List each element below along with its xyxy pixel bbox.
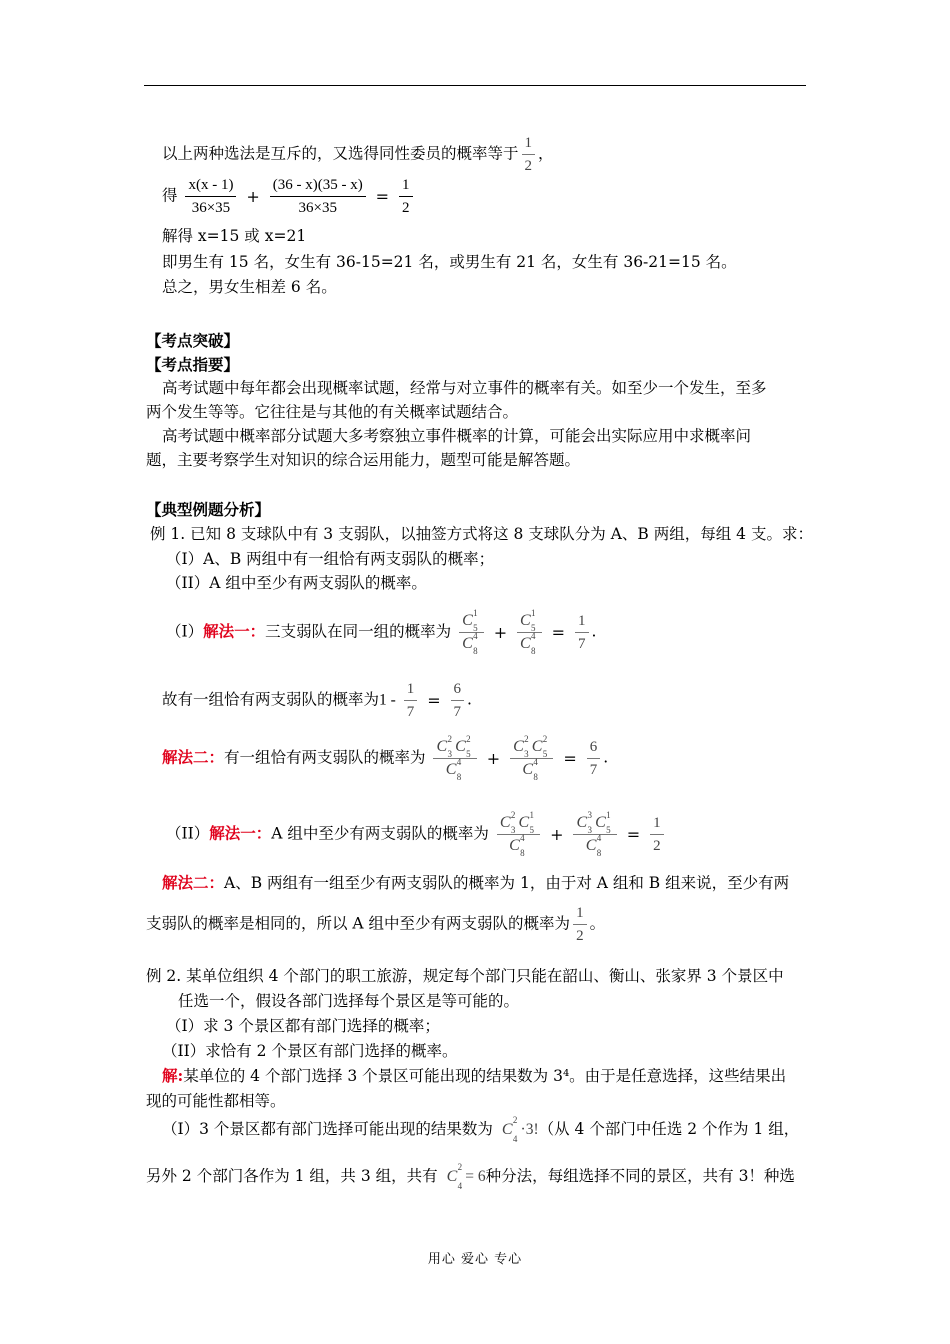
ex1-sol1-method1: （I）解法一：三支弱队在同一组的概率为 C 1 5 C 4 8 + C 1 5 C 4 8 = $\frac{1}{7}$ .: [166, 608, 597, 656]
example2-stem-line1: 例 2. 某单位组织 4 个部门的职工旅游，规定每个部门只能在韶山、衡山、张家界 3 个景区中: [146, 967, 784, 985]
result-line: 即男生有 15 名，女生有 36-15=21 名，或男生有 21 名，女生有 36-21=15 名。: [162, 253, 737, 271]
example2-solution-line1: 解:某单位的 4 个部门选择 3 个景区可能出现的结果数为 3⁴。由于是任意选择，这些结果出: [162, 1066, 787, 1085]
fraction-c32c52-c84-a: C 2 3 C 2 5 C 4 8: [433, 738, 476, 779]
example2-part1-line1: （I）3 个景区都有部门选择可能出现的结果数为 C 2 4 ·3!（从 4 个部门中任选 2 个作为 1 组，: [162, 1115, 800, 1144]
summary-line: 总之，男女生相差 6 名。: [162, 278, 337, 296]
example2-stem-line2: 任选一个，假设各部门选择每个景区是等可能的。: [178, 992, 520, 1010]
para-exclusive: 以上两种选法是互斥的，又选得同性委员的概率等于 $\frac{1}{2}$ ，: [162, 135, 554, 174]
method-label: 解法二：: [162, 747, 225, 767]
fraction-c51-c84-a: C 1 5 C 4 8: [459, 612, 484, 653]
para2-line2: 题，主要考察学生对知识的综合运用能力，题型可能是解答题。: [146, 451, 581, 469]
para1-line1: 高考试题中每年都会出现概率试题，经常与对立事件的概率有关。如至少一个发生，至多: [162, 379, 767, 397]
fraction-c33c51-c84: C 3 3 C 1 5 C 4 8: [573, 814, 616, 855]
fraction-half-b: $\frac{1}{2}$: [573, 904, 587, 945]
example2-q1: （I）求 3 个景区都有部门选择的概率；: [166, 1017, 440, 1035]
fraction-c32c51-c84: C 2 3 C 1 5 C 4 8: [497, 814, 540, 855]
section-title-examples: 【典型例题分析】: [146, 500, 271, 519]
fraction-middle: $\frac{(36 - x)(35 - x)}{36\times 35}$: [270, 176, 366, 217]
method-label: 解法一：: [203, 621, 266, 641]
solution-label: 解:: [162, 1066, 184, 1085]
example1-q2: （II）A 组中至少有两支弱队的概率。: [166, 574, 427, 592]
ex1-sol2-method1: （II）解法一：A 组中至少有两支弱队的概率为 C 2 3 C 1 5 C 4 8 + C 3 3 C 1 5 C 4 8 = $\frac{1}{2}$: [166, 814, 667, 855]
para2-line1: 高考试题中概率部分试题大多考察独立事件概率的计算，可能会出实际应用中求概率问: [162, 427, 752, 445]
ex1-sol1-method2: 解法二：有一组恰有两支弱队的概率为 C 2 3 C 2 5 C 4 8 + C 2 3 C 2 5 C 4 8 = $\frac{6}{7}$ .: [162, 734, 609, 782]
method-label: 解法二：: [162, 873, 225, 892]
example1-q1: （I）A、B 两组中有一组恰有两支弱队的概率；: [166, 550, 495, 568]
fraction-c51-c84-b: C 1 5 C 4 8: [517, 612, 542, 653]
example1-stem: 例 1. 已知 8 支球队中有 3 支弱队，以抽签方式将这 8 支球队分为 A、B 两组，每组 4 支。求：: [150, 525, 813, 543]
section-title-breakthrough: 【考点突破】: [146, 331, 240, 350]
fraction-left: $\frac{x(x - 1)}{36\times 35}$: [185, 176, 236, 217]
equation-main: 得 $\frac{x(x - 1)}{36\times 35}$ + $\frac{(36 - x)(35 - x)}{36\times 35}$ = $\frac{1}{2}$: [162, 176, 416, 217]
ex1-sol2-method2-line2: 支弱队的概率是相同的，所以 A 组中至少有两支弱队的概率为 $\frac{1}{2}$ 。: [146, 905, 606, 944]
fraction-result-1-7: $\frac{1}{7}$: [575, 612, 589, 653]
para-text: 以上两种选法是互斥的，又选得同性委员的概率等于: [162, 144, 519, 163]
example2-part1-line2: 另外 2 个部门各作为 1 组，共 3 组，共有 C 2 4 = 6种分法，每组选择不同的景区，共有 3！种选: [146, 1162, 795, 1191]
solve-line: 解得 x=15 或 x=21: [162, 227, 307, 245]
fraction-6-7: $\frac{6}{7}$: [451, 680, 465, 721]
method-label: 解法一：: [209, 823, 272, 843]
page-footer: 用心 爱心 专心: [427, 1252, 523, 1267]
section-subtitle-points: 【考点指要】: [146, 355, 240, 374]
fraction-1-7: $\frac{1}{7}$: [404, 680, 418, 721]
header-rule: [144, 85, 806, 86]
fraction-result-1-2: $\frac{1}{2}$: [650, 814, 664, 855]
fraction-result-6-7: $\frac{6}{7}$: [587, 738, 601, 779]
fraction-c32c52-c84-b: C 2 3 C 2 5 C 4 8: [510, 738, 553, 779]
fraction-half: $\frac{1}{2}$: [522, 134, 536, 175]
combination-c42-a: C 2 4: [501, 1115, 518, 1144]
para1-line2: 两个发生等等。它往往是与其他的有关概率试题结合。: [146, 403, 519, 421]
fraction-right: $\frac{1}{2}$: [399, 176, 413, 217]
combination-c42-b: C 2 4: [446, 1162, 463, 1191]
ex1-sol1-complement: 故有一组恰有两支弱队的概率为1 - $\frac{1}{7}$ = $\frac{6}{7}$ .: [162, 681, 472, 720]
example2-solution-line2: 现的可能性都相等。: [146, 1092, 286, 1110]
ex1-sol2-method2-line1: 解法二：A、B 两组有一组至少有两支弱队的概率为 1，由于对 A 组和 B 组来说，至少有两: [162, 873, 790, 892]
example2-q2: （II）求恰有 2 个景区有部门选择的概率。: [162, 1042, 458, 1060]
